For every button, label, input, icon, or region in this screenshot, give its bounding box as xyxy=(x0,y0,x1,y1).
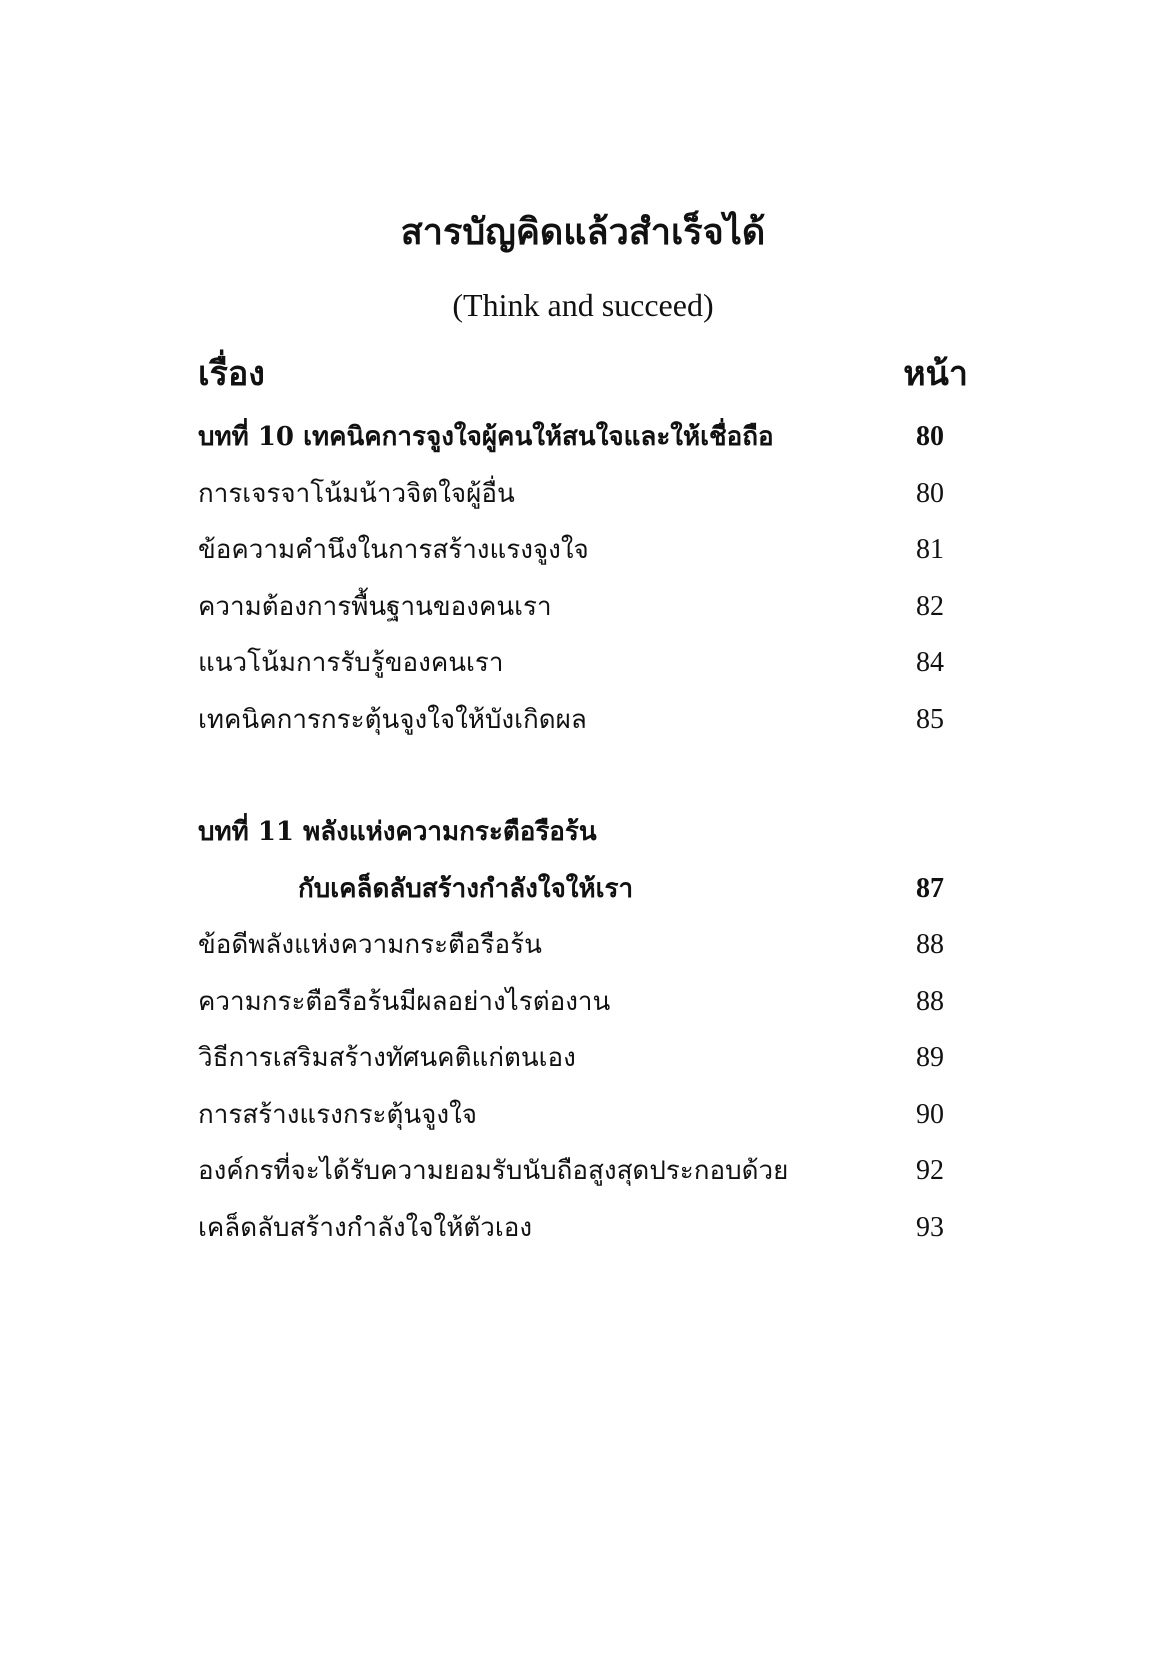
toc-item xyxy=(198,1144,958,1201)
toc-item-title: แนวโน้มการรับรู้ของคนเรา xyxy=(198,648,504,678)
toc-item-title: องค์กรที่จะได้รับความยอมรับนับถือสูงสุดประกอบด้วย xyxy=(198,1156,789,1186)
toc-item-title: ความต้องการพื้นฐานของคนเรา xyxy=(198,591,552,622)
toc-page-number: 88 xyxy=(916,929,944,960)
toc-chapter-11-continued xyxy=(198,862,958,919)
toc-page-number: 90 xyxy=(916,1098,944,1130)
toc-page-number: 88 xyxy=(916,985,944,1017)
toc-item-title: เคล็ดลับสร้างกำลังใจให้ตัวเอง xyxy=(198,1212,533,1243)
toc-page-number: 89 xyxy=(916,1042,944,1073)
toc-header-page: หน้า xyxy=(903,354,968,394)
page-title: สารบัญคิดแล้วสำเร็จได้ xyxy=(400,211,766,253)
toc-chapter-title-line1: บทที่ 11 พลังแห่งความกระตือรือร้น xyxy=(198,817,597,847)
toc-item-title: เทคนิคการกระตุ้นจูงใจให้บังเกิดผล xyxy=(198,704,587,735)
toc-item-title: ข้อความคำนึงในการสร้างแรงจูงใจ xyxy=(198,535,589,565)
toc-item-title: ความกระตือรือร้นมีผลอย่างไรต่องาน xyxy=(198,986,611,1017)
toc-page-number: 82 xyxy=(916,590,944,622)
toc-item xyxy=(198,693,958,750)
toc-page-number: 93 xyxy=(916,1211,944,1243)
toc-item xyxy=(198,523,958,580)
toc-chapter-title-line2: กับเคล็ดลับสร้างกำลังใจให้เรา xyxy=(298,873,634,904)
toc-item xyxy=(198,975,958,1032)
toc-header-topic: เรื่อง xyxy=(198,354,265,394)
toc-item-title: การสร้างแรงกระตุ้นจูงใจ xyxy=(198,1099,478,1130)
toc-item-title: วิธีการเสริมสร้างทัศนคติแก่ตนเอง xyxy=(198,1043,576,1073)
toc-chapter-10 xyxy=(198,410,958,467)
toc-item xyxy=(198,1088,958,1145)
toc-item xyxy=(198,1031,958,1088)
toc-item xyxy=(198,918,958,975)
toc-chapter-title: บทที่ 10 เทคนิคการจูงใจผู้คนให้สนใจและให้เชื่อถือ xyxy=(198,422,774,452)
toc-chapter-11 xyxy=(198,805,958,862)
toc-page-number: 92 xyxy=(916,1155,944,1186)
toc-page-number: 80 xyxy=(916,477,944,509)
toc-item xyxy=(198,467,958,524)
toc-header xyxy=(198,350,968,398)
toc-item-title: ข้อดีพลังแห่งความกระตือรือร้น xyxy=(198,930,542,960)
page-subtitle: (Think and succeed) xyxy=(452,287,714,323)
toc-item xyxy=(198,1201,958,1258)
toc-page-number: 84 xyxy=(916,647,944,678)
section-spacer xyxy=(198,749,958,805)
toc-page-number: 80 xyxy=(916,421,944,452)
toc-page-number: 87 xyxy=(916,872,944,904)
toc-item xyxy=(198,636,958,693)
toc-item-title: การเจรจาโน้มน้าวจิตใจผู้อื่น xyxy=(198,478,515,509)
toc-item xyxy=(198,580,958,637)
toc-list xyxy=(198,410,958,1257)
toc-page-number: 85 xyxy=(916,703,944,735)
toc-page-number: 81 xyxy=(916,534,944,565)
